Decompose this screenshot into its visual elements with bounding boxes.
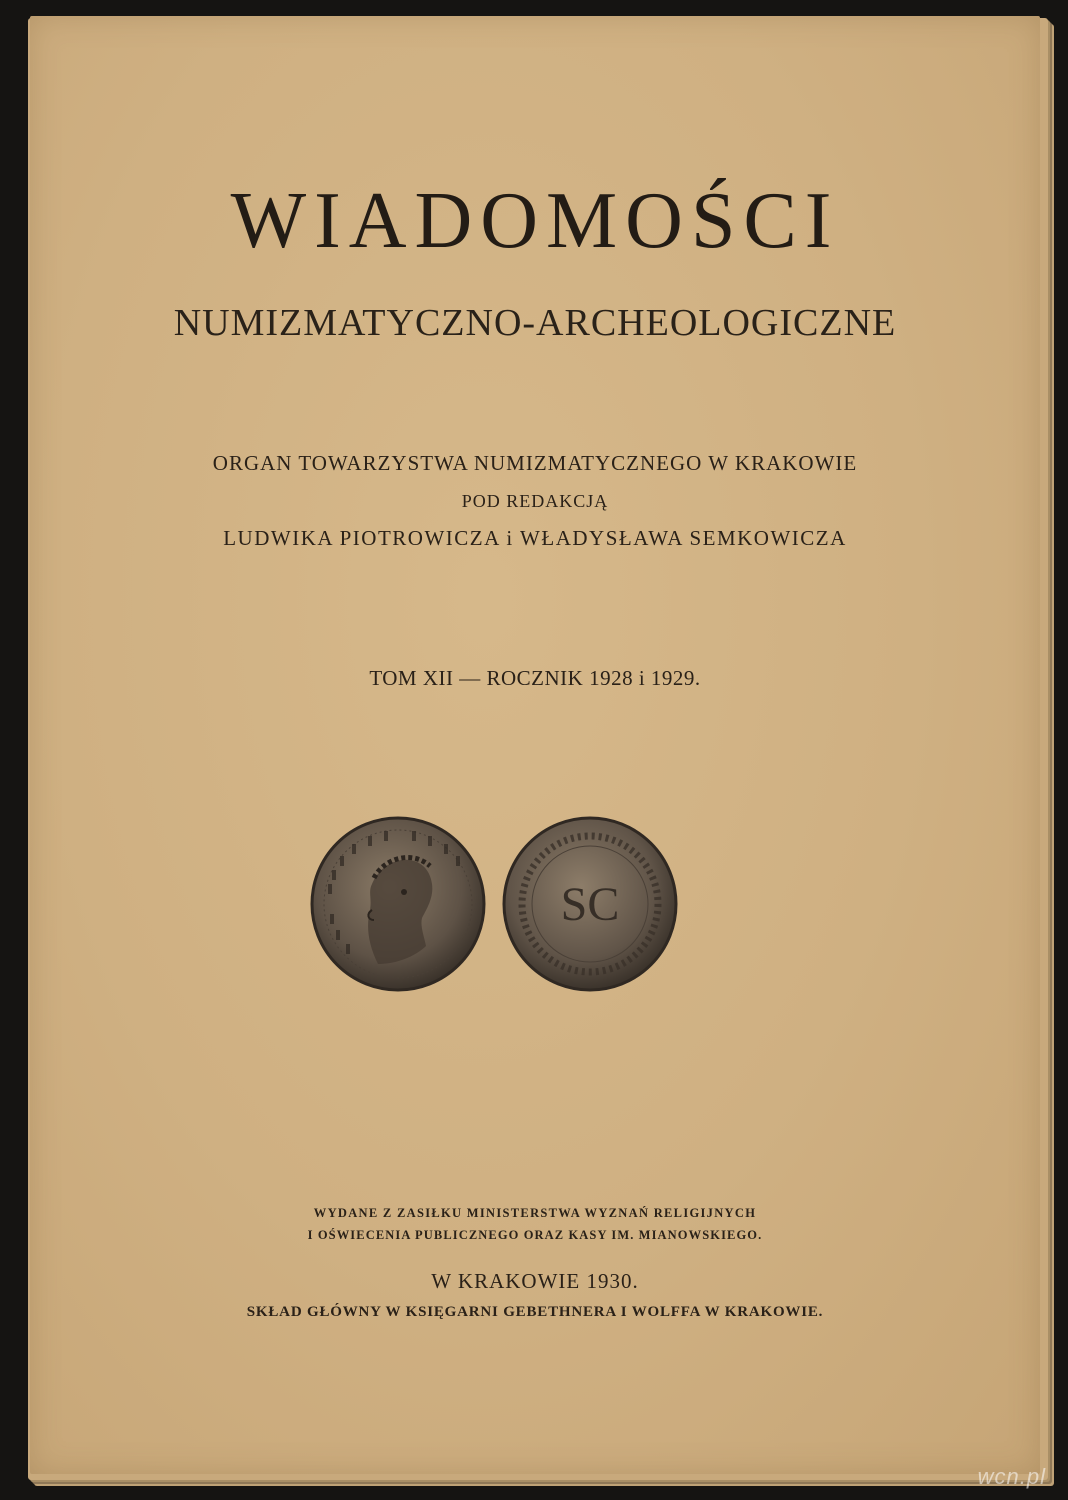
funding-line-2: I OŚWIECENIA PUBLICZNEGO ORAZ KASY IM. MIANOWSKIEGO.: [307, 1228, 763, 1242]
editors-line: LUDWIKA PIOTROWICZA i WŁADYSŁAWA SEMKOWICZA: [223, 526, 847, 550]
coin-obverse-image: [308, 814, 488, 994]
funding-line-1: WYDANE Z ZASIŁKU MINISTERSTWA WYZNAŃ RELIGIJNYCH: [313, 1206, 757, 1220]
place-year: W KRAKOWIE 1930.: [431, 1269, 639, 1293]
watermark-text: wcn.pl: [977, 1464, 1046, 1489]
coin-reverse-image: [500, 814, 680, 994]
cover-subtitle: NUMIZMATYCZNO-ARCHEOLOGICZNE: [173, 302, 897, 344]
cover-title: WIADOMOŚCI: [230, 177, 840, 265]
coin-reverse-legend: SC: [560, 878, 620, 931]
volume-line: TOM XII — ROCZNIK 1928 i 1929.: [369, 666, 701, 690]
editor-intro: POD REDAKCJĄ: [461, 491, 609, 511]
organ-line: ORGAN TOWARZYSTWA NUMIZMATYCZNEGO W KRAKOWIE: [212, 451, 858, 475]
book-cover: [30, 16, 1040, 1474]
distribution-line: SKŁAD GŁÓWNY W KSIĘGARNI GEBETHNERA I WOLFFA W KRAKOWIE.: [246, 1304, 824, 1320]
